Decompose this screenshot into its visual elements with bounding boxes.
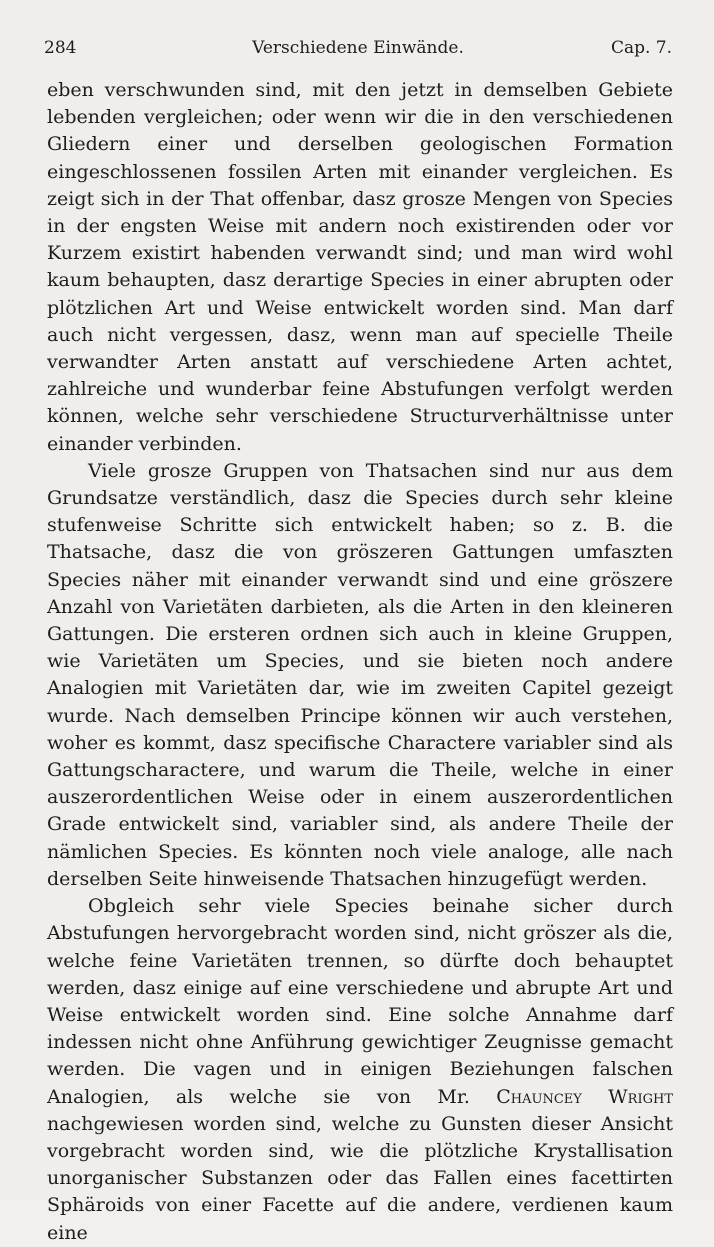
paragraph-text: Obgleich sehr viele Species beinahe sicher durch Abstufungen hervorgebracht worden sind, nicht gröszer als die, welche feine Varietäten trennen, so dürfte doch behauptet werden, dasz einige auf eine verschiedene und abrupte Art und Weise entwickelt worden sind. Eine solche Annahme darf indessen nicht ohne Anführung gewichtiger Zeugnisse gemacht werden. Die vagen und in einigen Beziehungen falschen Analogien, als welche sie von Mr.	[47, 895, 673, 1108]
paragraph	[47, 893, 673, 1247]
page-body	[47, 77, 673, 1247]
person-name: Chauncey Wright	[496, 1085, 673, 1108]
paragraph: Viele grosze Gruppen von Thatsachen sind nur aus dem Grundsatze verständlich, dasz die Species durch sehr kleine stufenweise Schritte sich entwickelt haben; so z. B. die Thatsache, dasz die von gröszeren Gattungen umfaszten Species näher mit einander verwandt sind und eine gröszere Anzahl von Varietäten darbieten, als die Arten in den kleineren Gattungen. Die ersteren ordnen sich auch in kleine Gruppen, wie Varietäten um Species, und sie bieten noch andere Analogien mit Varietäten dar, wie im zweiten Capitel gezeigt wurde. Nach demselben Principe können wir auch verstehen, woher es kommt, dasz specifische Charactere variabler sind als Gattungscharactere, und warum die Theile, welche in einer auszerordentlichen Weise oder in einem auszerordentlichen Grade entwickelt sind, variabler sind, als andere Theile der nämlichen Species. Es könnten noch viele analoge, alle nach derselben Seite hinweisende Thatsachen hinzugefügt werden.	[47, 459, 673, 890]
chapter-label: Cap. 7.	[610, 38, 672, 58]
paragraph-continued: eben verschwunden sind, mit den jetzt in demselben Gebiete lebenden vergleichen; oder wenn wir die in den verschiedenen Gliedern einer und derselben geologischen Formation eingeschlossenen fossilen Arten mit einander vergleichen. Es zeigt sich in der That offenbar, dasz grosze Mengen von Species in der engsten Weise mit andern noch existirenden oder vor Kurzem existirt habenden verwandt sind; und man wird wohl kaum behaupten, dasz derartige Species in einer abrupten oder plötzlichen Art und Weise entwickelt worden sind. Man darf auch nicht vergessen, dasz, wenn man auf specielle Theile verwandter Arten anstatt auf verschiedene Arten achtet, zahlreiche und wunderbar feine Abstufungen verfolgt werden können, welche sehr verschiedene Structurverhältnisse unter einander verbinden.	[47, 79, 673, 455]
paragraph-text: nachgewiesen worden sind, welche zu Gunsten dieser Ansicht vorgebracht worden sind, wie die plötzliche Krystallisation unorganischer Substanzen oder das Fallen eines facettirten Sphäroids von einer Facette auf die andere, verdienen kaum eine	[47, 1112, 673, 1244]
page-number: 284	[44, 38, 77, 58]
page-header	[44, 36, 672, 60]
running-title: Verschiedene Einwände.	[252, 38, 464, 58]
